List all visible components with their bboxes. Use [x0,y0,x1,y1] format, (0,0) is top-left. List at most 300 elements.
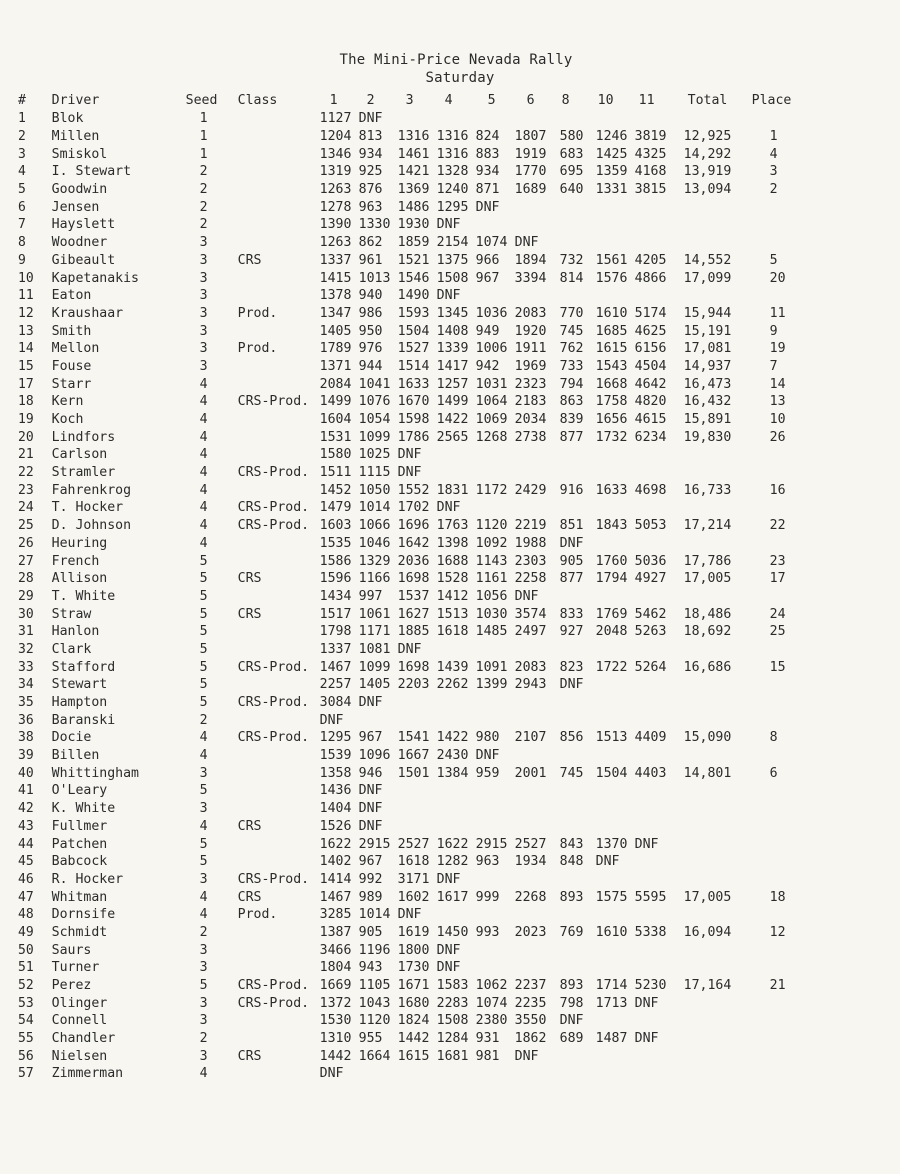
seed-value: 2 [199,217,208,233]
driver-name: Kapetanakis [51,270,139,286]
stage-time [635,694,674,712]
page-title: The Mini-Price Nevada Rally [339,52,573,68]
stage-time: 814 [559,270,584,286]
stage-time: 2219 [514,518,547,534]
stage-time [554,287,596,305]
table-row [18,871,802,889]
stage-time: 1408 [436,323,469,339]
stage-time [554,1047,596,1065]
stage-time: 1076 [358,394,391,410]
total-value [674,641,752,659]
stage-time [596,782,635,800]
total-value [674,959,752,977]
stage-time: 1092 [475,535,508,551]
driver-name: Smiskol [51,146,108,162]
row-number: 44 [18,836,34,852]
place-value [752,871,802,889]
stage-time: 4504 [634,358,667,374]
stage-time: 1316 [397,129,430,145]
stage-time [515,1065,554,1083]
stage-time [596,499,635,517]
stage-time [596,694,635,712]
stage-time: 1043 [358,995,391,1011]
row-number: 45 [18,854,34,870]
driver-name: D. Johnson [51,518,132,534]
place-value: 25 [769,624,786,640]
table-row [18,729,802,747]
driver-name: Kern [51,394,84,410]
total-value [674,588,752,606]
stage-time [635,198,674,216]
stage-time: 1030 [475,606,508,622]
class-value [238,782,320,800]
stage-time: 2237 [514,978,547,994]
stage-time [359,711,398,729]
stage-time: 2258 [514,571,547,587]
stage-time: 1698 [397,659,430,675]
stage-time: 1667 [397,748,430,764]
stage-time: 1358 [319,765,352,781]
stage-time [476,499,515,517]
total-value: 16,473 [683,376,732,392]
stage-time: 762 [559,341,584,357]
header-stage-4: 4 [444,93,453,108]
stage-time: 5264 [634,659,667,675]
stage-time [635,499,674,517]
table-row [18,924,802,942]
table-row [18,393,802,411]
header-stage-3: 3 [405,93,414,108]
stage-time: 1537 [397,588,430,604]
place-value [752,110,802,128]
total-value: 16,432 [683,394,732,410]
stage-time: 1988 [514,535,547,551]
row-number: 5 [18,182,26,198]
place-value: 22 [769,518,786,534]
seed-value: 1 [199,111,208,127]
place-value: 9 [769,323,778,339]
table-row [18,853,802,871]
stage-time: 2154 [436,235,469,251]
place-value [752,941,802,959]
seed-value: 1 [199,129,208,145]
stage-time [635,1012,674,1030]
stage-time: 992 [358,871,383,887]
stage-time: 1025 [358,447,391,463]
stage-time: 823 [559,659,584,675]
driver-name: Starr [51,376,92,392]
stage-time [398,1065,437,1083]
stage-time [635,800,674,818]
stage-time: 1120 [358,1013,391,1029]
stage-time: 1099 [358,659,391,675]
row-number: 10 [18,270,34,286]
stage-time: 1517 [319,606,352,622]
table-row [18,358,802,376]
stage-time [635,110,674,128]
stage-time: 1278 [319,199,352,215]
stage-time: 940 [358,288,383,304]
class-value [238,924,320,942]
stage-time: 1372 [319,995,352,1011]
stage-time: 733 [559,358,584,374]
stage-time: 2430 [436,748,469,764]
seed-value: 3 [199,995,208,1011]
stage-time: 770 [559,305,584,321]
stage-time [635,959,674,977]
table-row [18,764,802,782]
stage-time: 3084 [319,695,352,711]
stage-time: 1171 [358,624,391,640]
total-value: 14,292 [683,146,732,162]
stage-time: 1499 [436,394,469,410]
seed-value: 4 [199,412,208,428]
stage-time [515,941,554,959]
driver-name: Olinger [51,995,108,1011]
stage-time: 5053 [634,518,667,534]
stage-time: 1467 [319,659,352,675]
stage-time: 1066 [358,518,391,534]
stage-time: 1685 [595,323,628,339]
stage-time: 745 [559,765,584,781]
driver-name: Mellon [51,341,100,357]
stage-time: 695 [559,164,584,180]
stage-time: 813 [358,129,383,145]
stage-time: 4820 [634,394,667,410]
total-value [674,871,752,889]
stage-time [515,464,554,482]
stage-time: 5230 [634,978,667,994]
stage-time: 1530 [319,1013,352,1029]
stage-time [635,641,674,659]
seed-value: 4 [199,730,208,746]
stage-time: 1602 [397,889,430,905]
place-value: 10 [769,412,786,428]
place-value [752,994,802,1012]
stage-time: DNF [358,818,383,834]
seed-value: 3 [199,252,208,268]
stage-time: 1617 [436,889,469,905]
stage-time: 1246 [595,129,628,145]
place-value [752,1012,802,1030]
class-value [238,481,320,499]
table-row [18,888,802,906]
driver-name: Perez [51,978,92,994]
stage-time: 986 [358,305,383,321]
stage-time: 877 [559,571,584,587]
class-value: CRS-Prod. [237,500,310,516]
stage-time: 1508 [436,1013,469,1029]
stage-time [596,535,635,553]
stage-time: 967 [358,854,383,870]
stage-time: 863 [559,394,584,410]
row-number: 53 [18,995,34,1011]
driver-name: Nielsen [51,1048,108,1064]
stage-time: 1031 [475,376,508,392]
stage-time: 1422 [436,412,469,428]
stage-time: 1099 [358,429,391,445]
stage-time: 3574 [514,606,547,622]
stage-time: 905 [559,553,584,569]
stage-time: 843 [559,836,584,852]
class-value: CRS [237,1048,262,1064]
stage-time [476,711,515,729]
stage-time: 1161 [475,571,508,587]
total-value: 15,090 [683,730,732,746]
table-row [18,481,802,499]
stage-time: 905 [358,924,383,940]
stage-time [554,711,596,729]
stage-time: 2303 [514,553,547,569]
stage-time [596,216,635,234]
table-row [18,216,802,234]
row-number: 50 [18,942,34,958]
stage-time: 2001 [514,765,547,781]
place-value: 21 [769,978,786,994]
stage-time: 2323 [514,376,547,392]
stage-time: 1508 [436,270,469,286]
table-header-row [18,86,802,110]
total-value [674,1030,752,1048]
row-number: 3 [18,146,26,162]
stage-time: DNF [358,801,383,817]
stage-time: 1390 [319,217,352,233]
stage-time: 967 [475,270,500,286]
seed-value: 4 [199,535,208,551]
stage-time [554,464,596,482]
stage-time: 1425 [595,146,628,162]
stage-time: 1105 [358,978,391,994]
stage-time: 1769 [595,606,628,622]
stage-time: 963 [475,854,500,870]
stage-time [476,110,515,128]
seed-value: 5 [199,606,208,622]
stage-time: 1561 [595,252,628,268]
row-number: 38 [18,730,34,746]
stage-time: 2083 [514,659,547,675]
stage-time: 1096 [358,748,391,764]
stage-time: 2380 [475,1013,508,1029]
seed-value: 5 [199,836,208,852]
total-value [674,747,752,765]
row-number: 33 [18,659,34,675]
seed-value: 2 [199,1031,208,1047]
stage-time [554,871,596,889]
stage-time: 3466 [319,942,352,958]
stage-time [476,1065,515,1083]
class-value [238,411,320,429]
stage-time: 824 [475,129,500,145]
stage-time: 1405 [319,323,352,339]
class-value [238,800,320,818]
stage-time: 640 [559,182,584,198]
driver-name: T. Hocker [51,500,124,516]
stage-time [476,446,515,464]
place-value [752,535,802,553]
stage-time [437,1065,476,1083]
row-number: 30 [18,606,34,622]
total-value: 16,094 [683,924,732,940]
stage-time: 967 [358,730,383,746]
stage-time: 981 [475,1048,500,1064]
stage-time: 1633 [595,482,628,498]
stage-time: DNF [436,871,461,887]
place-value: 26 [769,429,786,445]
row-number: 31 [18,624,34,640]
place-value [752,216,802,234]
stage-time [398,782,437,800]
driver-name: Dornsife [51,907,116,923]
stage-time: 1204 [319,129,352,145]
seed-value: 3 [199,960,208,976]
row-number: 7 [18,217,26,233]
row-number: 32 [18,641,34,657]
table-row [18,428,802,446]
total-value: 15,191 [683,323,732,339]
stage-time: 3550 [514,1013,547,1029]
stage-time: 1807 [514,129,547,145]
place-value: 16 [769,482,786,498]
stage-time [476,464,515,482]
seed-value: 5 [199,677,208,693]
total-value [674,782,752,800]
stage-time: 1511 [319,465,352,481]
place-value [752,198,802,216]
seed-value: 5 [199,553,208,569]
driver-name: R. Hocker [51,871,124,887]
table-row [18,782,802,800]
stage-time [635,216,674,234]
stage-time: 893 [559,978,584,994]
class-value [238,676,320,694]
seed-value: 2 [199,924,208,940]
stage-time [437,464,476,482]
place-value [752,499,802,517]
stage-time [398,694,437,712]
class-value [238,711,320,729]
stage-time: 1730 [397,960,430,976]
seed-value: 3 [199,305,208,321]
stage-time: 2034 [514,412,547,428]
class-value [238,1012,320,1030]
stage-time: 1604 [319,412,352,428]
driver-name: Gibeault [51,252,116,268]
stage-time: 4615 [634,412,667,428]
stage-time: 1499 [319,394,352,410]
stage-time [476,287,515,305]
total-value: 17,005 [683,889,732,905]
stage-time: 1120 [475,518,508,534]
table-row [18,605,802,623]
stage-time: 1143 [475,553,508,569]
total-value: 17,005 [683,571,732,587]
stage-time: 1485 [475,624,508,640]
class-value [238,446,320,464]
seed-value: 3 [199,1048,208,1064]
seed-value: 4 [199,818,208,834]
table-row [18,340,802,358]
seed-value: 3 [199,801,208,817]
table-row [18,464,802,482]
stage-time: 955 [358,1031,383,1047]
total-value [674,499,752,517]
stage-time: 871 [475,182,500,198]
stage-time: 3285 [319,907,352,923]
class-value: CRS-Prod. [237,978,310,994]
table-row [18,994,802,1012]
stage-time: 2429 [514,482,547,498]
stage-time [596,941,635,959]
place-value [752,588,802,606]
class-value [238,145,320,163]
stage-time: 1414 [319,871,352,887]
stage-time: 1337 [319,641,352,657]
driver-name: Blok [51,111,84,127]
stage-time: 883 [475,146,500,162]
seed-value: 4 [199,465,208,481]
stage-time [596,747,635,765]
row-number: 41 [18,783,34,799]
total-value [674,694,752,712]
seed-value: 5 [199,978,208,994]
stage-time [515,110,554,128]
stage-time: 999 [475,889,500,905]
stage-time: 1894 [514,252,547,268]
header-place: Place [751,93,792,108]
stage-time [476,959,515,977]
stage-time [515,287,554,305]
stage-time [515,641,554,659]
stage-time: 1369 [397,182,430,198]
stage-time [476,216,515,234]
stage-time: 1546 [397,270,430,286]
stage-time [515,446,554,464]
stage-time: 1319 [319,164,352,180]
table-row [18,517,802,535]
stage-time: 1627 [397,606,430,622]
stage-time [635,588,674,606]
class-value: CRS-Prod. [237,518,310,534]
stage-time [635,234,674,252]
stage-time [476,800,515,818]
class-value [238,128,320,146]
results-body [18,110,802,1083]
place-value: 24 [769,606,786,622]
stage-time: 959 [475,765,500,781]
total-value: 14,937 [683,358,732,374]
class-value: CRS-Prod. [237,659,310,675]
stage-time: 2183 [514,394,547,410]
stage-time: 1668 [595,376,628,392]
driver-name: Whittingham [51,765,139,781]
stage-time: 1014 [358,500,391,516]
stage-time: 1603 [319,518,352,534]
stage-time [554,110,596,128]
stage-time: 1263 [319,235,352,251]
row-number: 28 [18,571,34,587]
stage-time: 839 [559,412,584,428]
stage-time: 851 [559,518,584,534]
page-subtitle: Saturday [425,70,495,86]
table-row [18,941,802,959]
stage-time: 1586 [319,553,352,569]
stage-time: 1295 [436,199,469,215]
stage-time [635,941,674,959]
stage-time: 1615 [595,341,628,357]
stage-time: 1329 [358,553,391,569]
stage-time [635,906,674,924]
row-number: 34 [18,677,34,693]
